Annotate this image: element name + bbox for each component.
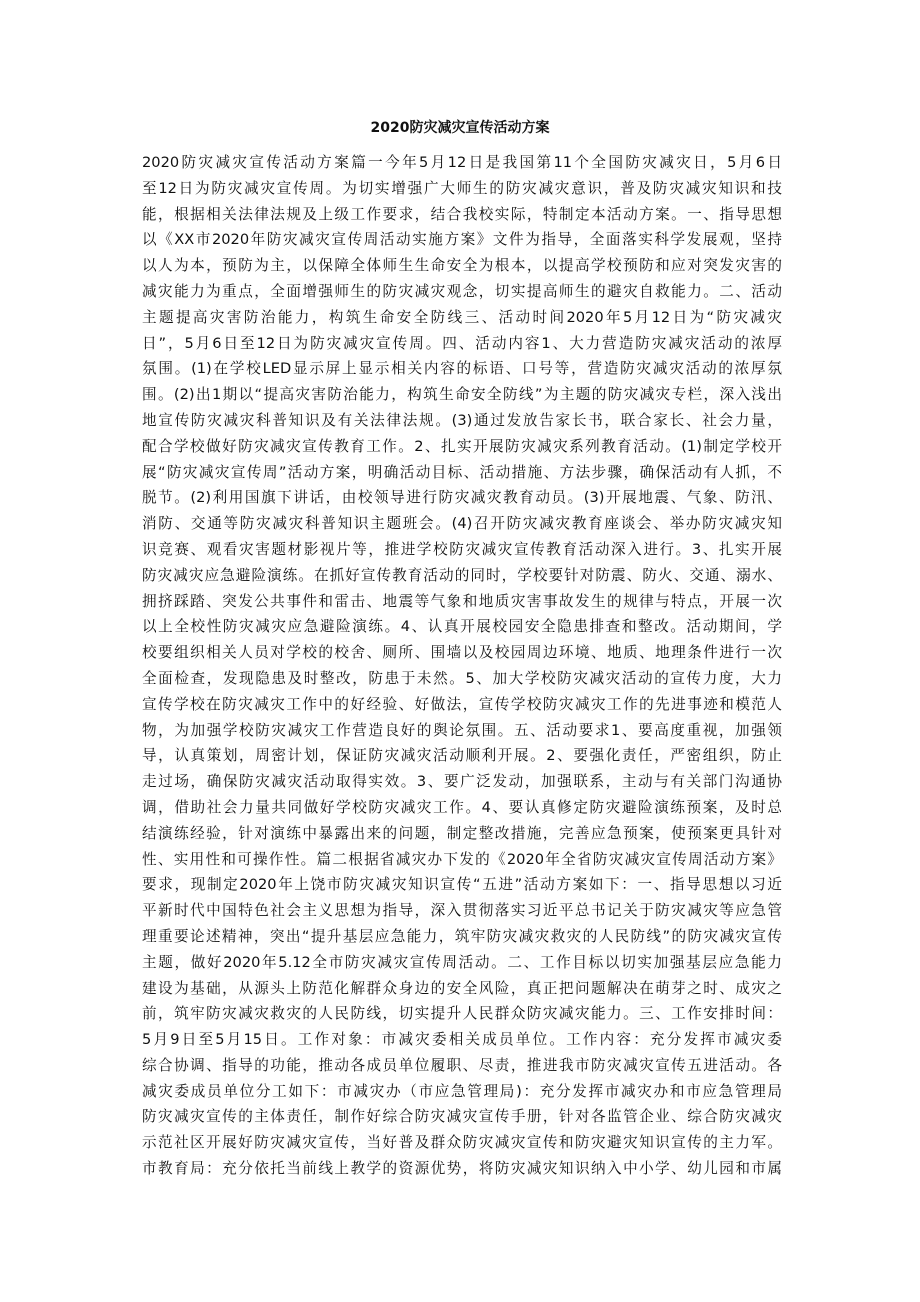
body-text-line: 性、实用性和可操作性。篇二根据省减灾办下发的《2020年全省防灾减灾宣传周活动方案》 [142, 850, 782, 868]
body-text-line: 拥挤踩踏、突发公共事件和雷击、地震等气象和地质灾害事故发生的规律与特点，开展一次 [142, 592, 782, 610]
body-text-line: 地宣传防灾减灾科普知识及有关法律法规。(3)通过发放告家长书，联合家长、社会力量， [142, 411, 782, 429]
body-text-line: 平新时代中国特色社会主义思想为指导，深入贯彻落实习近平总书记关于防灾减灾等应急管 [142, 902, 782, 920]
body-text-line: 导，认真策划，周密计划，保证防灾减灾活动顺利开展。2、要强化责任，严密组织，防止 [142, 747, 782, 765]
body-text-line: 示范社区开展好防灾减灾宣传，当好普及群众防灾减灾宣传和防灾避灾知识宣传的主力军。 [142, 1134, 782, 1152]
body-text-line: 脱节。(2)利用国旗下讲话，由校领导进行防灾减灾教育动员。(3)开展地震、气象、防汛、 [142, 489, 782, 507]
document-body [142, 150, 782, 1182]
body-text-line: 市教育局：充分依托当前线上教学的资源优势，将防灾减灾知识纳入中小学、幼儿园和市属 [142, 1160, 782, 1178]
body-text-line: 物，为加强学校防灾减灾工作营造良好的舆论氛围。五、活动要求1、要高度重视，加强领 [142, 721, 782, 739]
body-text-line: 主题提高灾害防治能力，构筑生命安全防线三、活动时间2020年5月12日为“防灾减灾 [142, 308, 782, 326]
body-text-line: 主题，做好2020年5.12全市防灾减灾宣传周活动。二、工作目标以切实加强基层应急能力 [142, 953, 782, 971]
body-text-line: 调，借助社会力量共同做好学校防灾减灾工作。4、要认真修定防灾避险演练预案，及时总 [142, 798, 782, 816]
body-text-line: 全面检查，发现隐患及时整改，防患于未然。5、加大学校防灾减灾活动的宣传力度，大力 [142, 669, 782, 687]
body-text-line: 氛围。(1)在学校LED显示屏上显示相关内容的标语、口号等，营造防灾减灾活动的浓厚氛 [142, 360, 782, 378]
body-text-line: 校要组织相关人员对学校的校舍、厕所、围墙以及校园周边环境、地质、地理条件进行一次 [142, 644, 782, 662]
body-text-line: 综合协调、指导的功能，推动各成员单位履职、尽责，推进我市防灾减灾宣传五进活动。各 [142, 1056, 782, 1074]
body-text-line: 配合学校做好防灾减灾宣传教育工作。2、扎实开展防灾减灾系列教育活动。(1)制定学校开 [142, 437, 782, 455]
body-text-line: 以上全校性防灾减灾应急避险演练。4、认真开展校园安全隐患排查和整改。活动期间，学 [142, 618, 782, 636]
body-text-line: 5月9日至5月15日。工作对象：市减灾委相关成员单位。工作内容：充分发挥市减灾委 [142, 1031, 782, 1049]
body-text-line: 以《XX市2020年防灾减灾宣传周活动实施方案》文件为指导，全面落实科学发展观，坚持 [142, 231, 782, 249]
body-text-line: 能，根据相关法律法规及上级工作要求，结合我校实际，特制定本活动方案。一、指导思想 [142, 205, 782, 223]
body-text-line: 至12日为防灾减灾宣传周。为切实增强广大师生的防灾减灾意识，普及防灾减灾知识和技 [142, 179, 782, 197]
body-text-line: 理重要论述精神，突出“提升基层应急能力，筑牢防灾减灾救灾的人民防线”的防灾减灾宣传 [142, 927, 782, 945]
body-text-line: 展“防灾减灾宣传周”活动方案，明确活动目标、活动措施、方法步骤，确保活动有人抓，不 [142, 463, 782, 481]
body-text-line: 围。(2)出1期以“提高灾害防治能力，构筑生命安全防线”为主题的防灾减灾专栏，深入浅出 [142, 386, 782, 404]
body-text-line: 前，筑牢防灾减灾救灾的人民防线，切实提升人民群众防灾减灾能力。三、工作安排时间： [142, 1005, 782, 1023]
body-text-line: 结演练经验，针对演练中暴露出来的问题，制定整改措施，完善应急预案，使预案更具针对 [142, 824, 782, 842]
body-text-line: 要求，现制定2020年上饶市防灾减灾知识宣传“五进”活动方案如下：一、指导思想以习近 [142, 876, 782, 894]
document-title: 2020防灾减灾宣传活动方案 [370, 120, 550, 136]
body-text-line: 2020防灾减灾宣传活动方案篇一今年5月12日是我国第11个全国防灾减灾日，5月6日 [142, 154, 782, 171]
body-text-line: 以人为本，预防为主，以保障全体师生生命安全为根本，以提高学校预防和应对突发灾害的 [142, 257, 782, 275]
body-text-line: 减灾委成员单位分工如下：市减灾办（市应急管理局)：充分发挥市减灾办和市应急管理局 [142, 1082, 782, 1100]
body-text-line: 消防、交通等防灾减灾科普知识主题班会。(4)召开防灾减灾教育座谈会、举办防灾减灾知 [142, 515, 782, 533]
body-text-line: 识竞赛、观看灾害题材影视片等，推进学校防灾减灾宣传教育活动深入进行。3、扎实开展 [142, 540, 782, 558]
body-text-line: 宣传学校在防灾减灾工作中的好经验、好做法，宣传学校防灾减灾工作的先进事迹和模范人 [142, 695, 782, 713]
body-text-line: 防灾减灾宣传的主体责任，制作好综合防灾减灾宣传手册，针对各监管企业、综合防灾减灾 [142, 1108, 782, 1126]
body-text-line: 减灾能力为重点，全面增强师生的防灾减灾观念，切实提高师生的避灾自救能力。二、活动 [142, 282, 782, 300]
body-text-line: 走过场，确保防灾减灾活动取得实效。3、要广泛发动，加强联系，主动与有关部门沟通协 [142, 773, 782, 791]
body-text-line: 日”，5月6日至12日为防灾减灾宣传周。四、活动内容1、大力营造防灾减灾活动的浓厚 [142, 334, 782, 352]
body-text-line: 防灾减灾应急避险演练。在抓好宣传教育活动的同时，学校要针对防震、防火、交通、溺水、 [142, 566, 782, 584]
body-text-line: 建设为基础，从源头上防范化解群众身边的安全风险，真正把问题解决在萌芽之时、成灾之 [142, 979, 782, 997]
